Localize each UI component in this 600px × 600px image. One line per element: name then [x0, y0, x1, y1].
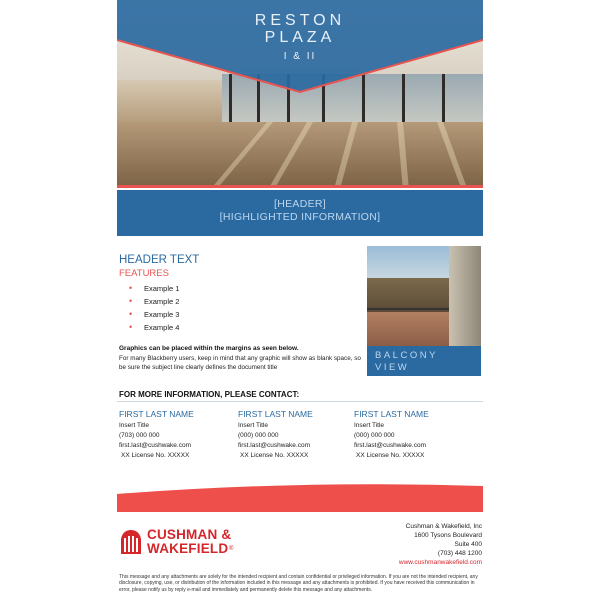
flyer-page	[117, 0, 483, 600]
contact-name: FIRST LAST NAME	[354, 409, 429, 419]
contact-heading: FOR MORE INFORMATION, PLEASE CONTACT:	[119, 390, 300, 399]
highlight-banner	[117, 190, 483, 236]
disclaimer: This message and any attachments are solely for the intended recipient and contain confidential or privileged information. If you are not the intended recipient, any disclosure, copying, use, or distribution of the information included in this message and any attachments is prohibited. If you have received this communication in error, please notify us by reply e-mail and immediately and permanently delete this message and any attachments.	[119, 574, 478, 593]
address-line1: 1600 Tysons Boulevard	[414, 532, 482, 539]
contact-email[interactable]: first.last@cushwake.com	[238, 442, 310, 449]
hero-accent-line	[117, 185, 483, 188]
features-list	[129, 282, 179, 334]
registered-mark: ®	[229, 546, 234, 552]
hero-title-line3: I & II	[283, 51, 317, 62]
contact-phone[interactable]: (703) 000 000	[119, 432, 160, 439]
hero-title-line1: RESTON	[254, 12, 346, 29]
contact-name: FIRST LAST NAME	[238, 409, 313, 419]
graphics-note: For many Blackberry users, keep in mind that any graphic will show as blank space, so be sure the subject line clearly defines the document title	[119, 355, 361, 371]
list-item: • Example 2	[129, 295, 179, 308]
balcony-label-line2: VIEW	[375, 362, 410, 373]
cushman-wakefield-logo	[119, 524, 249, 560]
company-address	[399, 522, 482, 567]
logo-line2: WAKEFIELD	[147, 541, 229, 556]
contact-card	[354, 409, 472, 461]
contact-name: FIRST LAST NAME	[119, 409, 194, 419]
contact-title: Insert Title	[238, 422, 268, 429]
red-stripe	[117, 484, 483, 512]
logo-line1: CUSHMAN &	[147, 527, 232, 542]
list-item: • Example 4	[129, 321, 179, 334]
building-logo-icon	[119, 528, 143, 556]
list-item: • Example 3	[129, 308, 179, 321]
contact-license: XX License No. XXXXX	[356, 452, 425, 459]
contact-phone[interactable]: (000) 000 000	[238, 432, 279, 439]
contact-title: Insert Title	[119, 422, 149, 429]
address-line2: Suite 400	[454, 541, 482, 548]
hero-photo	[117, 0, 483, 188]
features-label: FEATURES	[119, 268, 169, 279]
contact-email[interactable]: first.last@cushwake.com	[119, 442, 191, 449]
divider	[117, 401, 483, 402]
company-name: Cushman & Wakefield, Inc	[405, 523, 482, 530]
contact-card	[119, 409, 237, 461]
graphics-note-heading: Graphics can be placed within the margins as seen below.	[119, 345, 299, 352]
contact-title: Insert Title	[354, 422, 384, 429]
hero-title-line2: PLAZA	[264, 29, 336, 46]
contact-license: XX License No. XXXXX	[240, 452, 309, 459]
contact-card	[238, 409, 356, 461]
banner-highlight: [HIGHLIGHTED INFORMATION]	[219, 211, 381, 223]
banner-header: [HEADER]	[274, 198, 326, 210]
balcony-photo	[367, 246, 481, 376]
company-phone[interactable]: (703) 448 1200	[437, 550, 482, 557]
balcony-wall	[449, 246, 481, 346]
contact-email[interactable]: first.last@cushwake.com	[354, 442, 426, 449]
company-url[interactable]: www.cushmanwakefield.com	[398, 559, 482, 566]
contact-license: XX License No. XXXXX	[121, 452, 190, 459]
list-item: • Example 1	[129, 282, 179, 295]
header-text: HEADER TEXT	[119, 254, 200, 266]
balcony-label-line1: BALCONY	[375, 350, 438, 361]
contact-phone[interactable]: (000) 000 000	[354, 432, 395, 439]
